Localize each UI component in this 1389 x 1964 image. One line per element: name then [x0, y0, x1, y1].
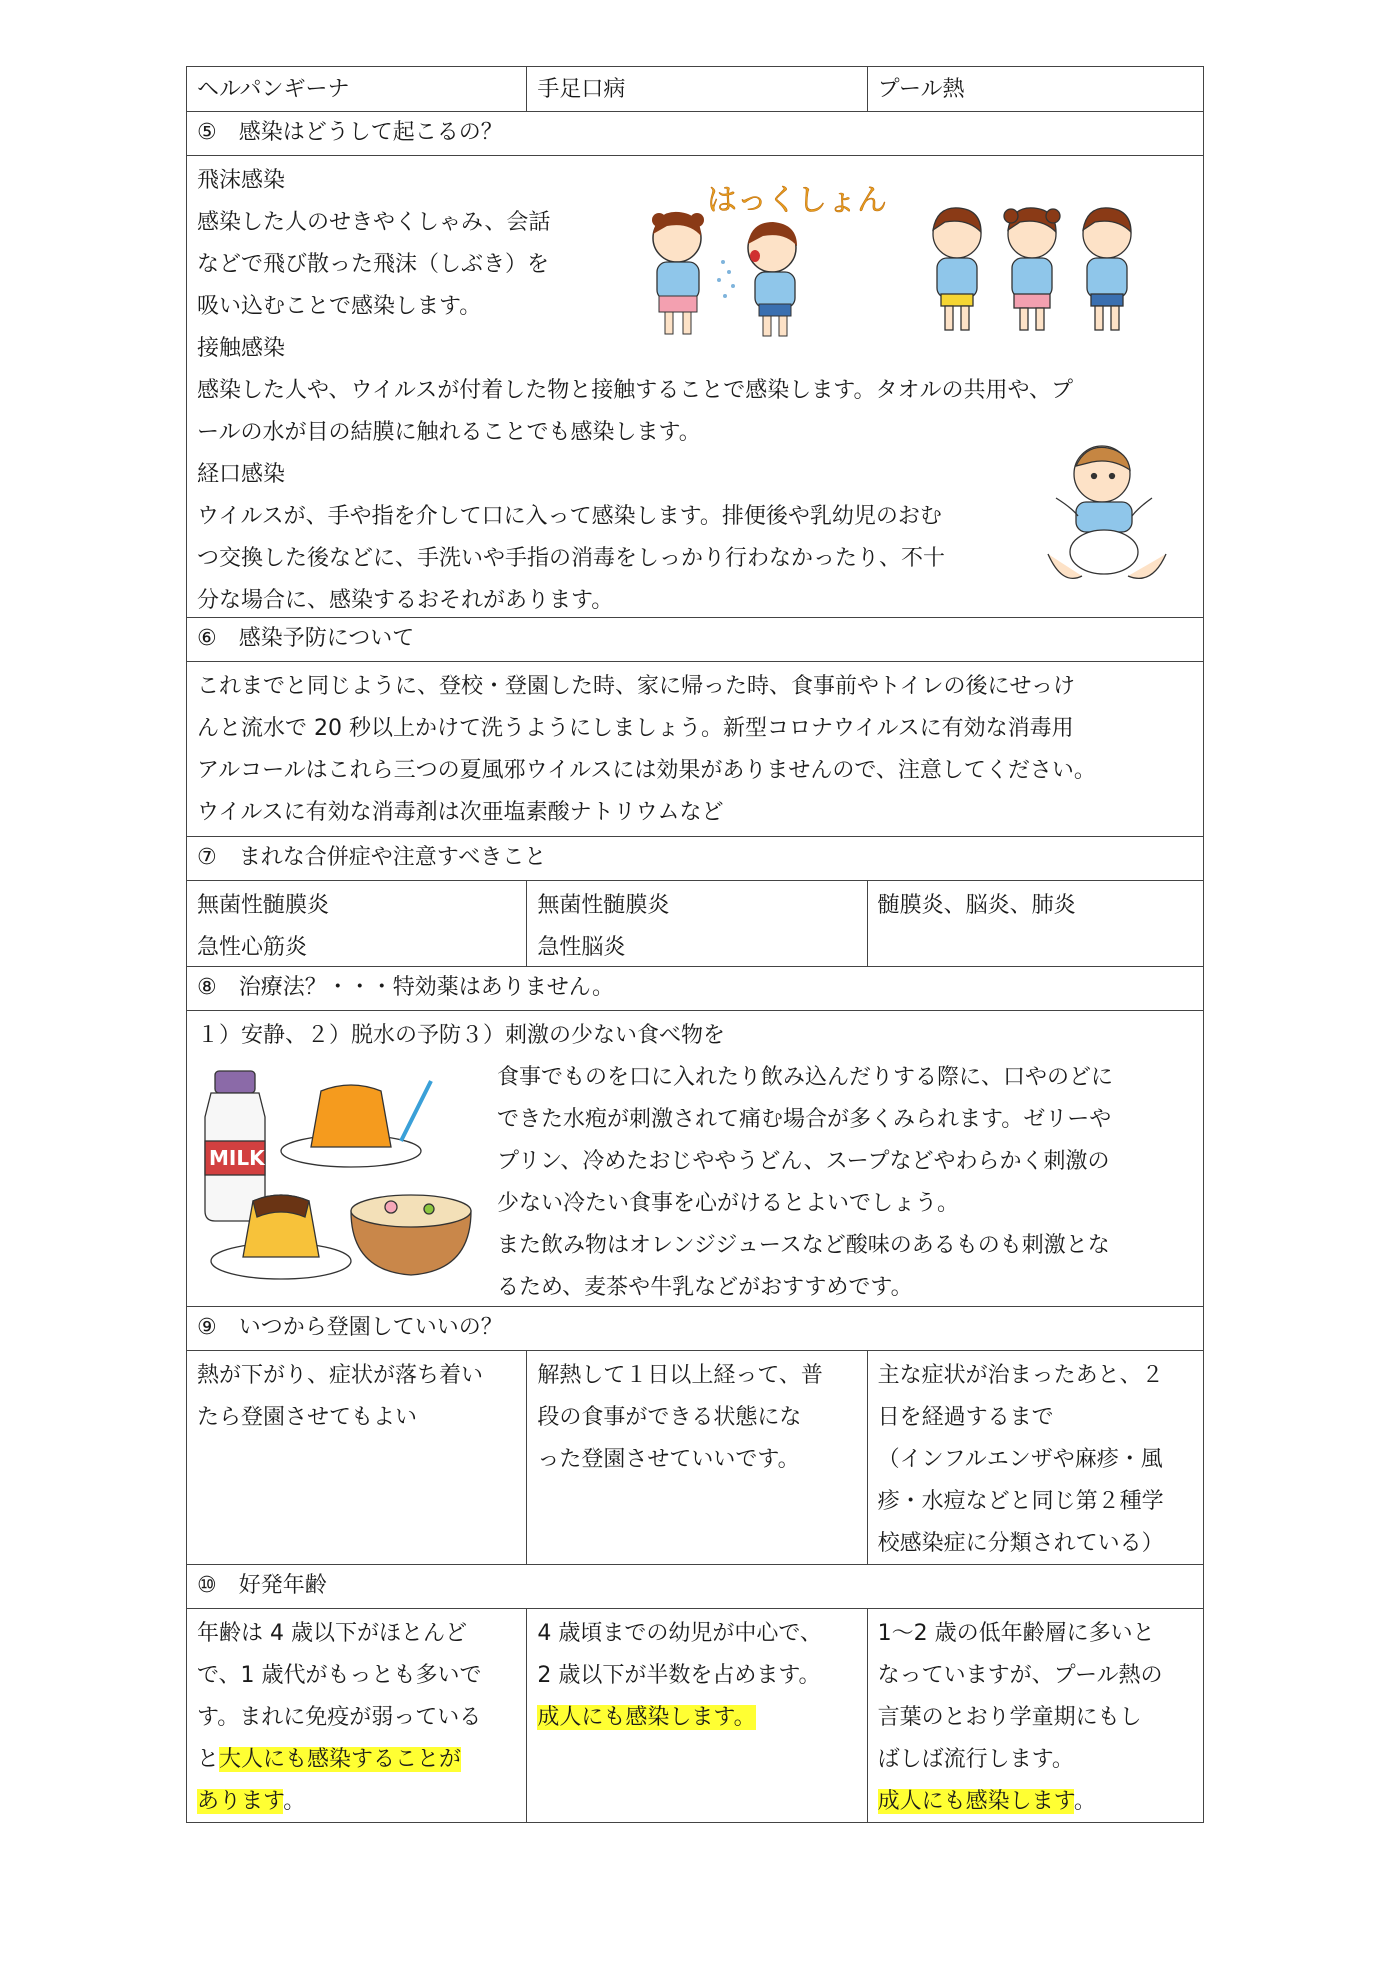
treatment-line: できた水疱が刺激されて痛む場合が多くみられます。ゼリーや	[497, 1107, 1112, 1132]
complication-item: 髄膜炎、脳炎、肺炎	[877, 893, 1076, 918]
prevention-line-3: アルコールはこれら三つの夏風邪ウイルスには効果がありませんので、注意してください。	[197, 758, 1096, 783]
section-7-title-row	[187, 836, 1203, 880]
milk-label: MILK	[209, 1146, 265, 1170]
return-line: 熱が下がり、症状が落ち着い	[197, 1363, 484, 1388]
oral-line-2: つ交換した後などに、手洗いや手指の消毒をしっかり行わなかったり、不十	[197, 546, 946, 571]
section-10-body	[187, 1608, 1203, 1822]
section-7-title: ⑦ まれな合併症や注意すべきこと	[197, 845, 547, 870]
age-line: で、1 歳代がもっとも多いで	[197, 1663, 482, 1688]
treatment-line: 少ない冷たい食事を心がけるとよいでしょう。	[497, 1191, 960, 1216]
oral-heading: 経口感染	[197, 462, 286, 487]
section-8-title-row	[187, 966, 1203, 1010]
age-line: す。まれに免疫が弱っている	[197, 1705, 482, 1730]
disease-pool-fever: プール熱	[877, 77, 965, 102]
complication-item: 無菌性髄膜炎	[537, 893, 670, 918]
treatment-line: 食事でものを口に入れたり飲み込んだりする際に、口やのどに	[497, 1065, 1114, 1090]
complication-item: 急性心筋炎	[197, 935, 308, 960]
section-5-title-row	[187, 111, 1203, 155]
contact-line-2: ールの水が目の結膜に触れることでも感染します。	[197, 420, 701, 445]
oral-line-1: ウイルスが、手や指を介して口に入って感染します。排便後や乳幼児のおむ	[197, 504, 942, 529]
return-herpangina	[187, 1351, 527, 1564]
sneeze-text: はっくしょん	[707, 183, 887, 218]
age-line: と大人にも感染することが	[197, 1747, 462, 1772]
disease-header-row	[187, 67, 1203, 111]
return-line: 校感染症に分類されている）	[877, 1531, 1164, 1556]
return-line: たら登園させてもよい	[197, 1405, 418, 1430]
section-7-body	[187, 880, 1203, 966]
droplet-line-2: などで飛び散った飛沫（しぶき）を	[197, 252, 550, 277]
return-line: 主な症状が治まったあと、２	[877, 1363, 1164, 1388]
return-line: 解熱して１日以上経って、普	[537, 1363, 823, 1388]
oral-line-3: 分な場合に、感染するおそれがあります。	[197, 588, 614, 613]
treatment-line: また飲み物はオレンジジュースなど酸味のあるものも刺激とな	[497, 1233, 1110, 1258]
prevention-line-4: ウイルスに有効な消毒剤は次亜塩素酸ナトリウムなど	[197, 800, 724, 825]
section-5-body	[187, 155, 1203, 617]
age-line: なっていますが、プール熱の	[877, 1663, 1163, 1688]
section-9-title-row	[187, 1306, 1203, 1350]
disease-hfmd: 手足口病	[527, 67, 867, 111]
section-10-title-row	[187, 1564, 1203, 1608]
soft-food-illustration	[201, 1061, 481, 1291]
section-8-body	[187, 1010, 1203, 1306]
age-line: 言葉のとおり学童期にもし	[877, 1705, 1142, 1730]
treatment-line: プリン、冷めたおじややうどん、スープなどやわらかく刺激の	[497, 1149, 1110, 1174]
sneezing-children-illustration	[627, 176, 887, 346]
complication-item: 急性脳炎	[537, 935, 626, 960]
droplet-line-3: 吸い込むことで感染します。	[197, 294, 482, 319]
age-line: 2 歳以下が半数を占めます。	[537, 1663, 821, 1688]
age-line: あります。	[197, 1789, 306, 1814]
section-6-title-row	[187, 617, 1203, 661]
return-line: 段の食事ができる状態にな	[537, 1405, 802, 1430]
complications-pool-fever	[868, 881, 1203, 966]
droplet-line-1: 感染した人のせきやくしゃみ、会話	[197, 210, 551, 235]
section-8-title: ⑧ 治療法？・・・特効薬はありません。	[197, 975, 615, 1000]
age-line: 成人にも感染します。	[877, 1789, 1096, 1814]
highlight: 成人にも感染します	[877, 1789, 1074, 1814]
complications-hfmd	[527, 881, 867, 966]
treatment-subtitle: １）安静、２）脱水の予防３）刺激の少ない食べ物を	[197, 1023, 726, 1048]
section-6-title: ⑥ 感染予防について	[197, 626, 415, 651]
highlight: 大人にも感染することが	[219, 1747, 462, 1772]
section-6-body	[187, 661, 1203, 836]
age-line: ばしば流行します。	[877, 1747, 1074, 1772]
return-line: った登園させていいです。	[537, 1447, 800, 1472]
age-herpangina	[187, 1609, 527, 1822]
prevention-line-1: これまでと同じように、登校・登園した時、家に帰った時、食事前やトイレの後にせっけ	[197, 674, 1076, 699]
age-line: 1～2 歳の低年齢層に多いと	[877, 1621, 1155, 1646]
prevention-line-2: んと流水で 20 秒以上かけて洗うようにしましょう。新型コロナウイルスに有効な消毒用	[197, 716, 1074, 741]
return-pool-fever	[868, 1351, 1203, 1564]
return-line: 疹・水痘などと同じ第２種学	[877, 1489, 1164, 1514]
return-line: 日を経過するまで	[877, 1405, 1054, 1430]
document-table	[186, 66, 1204, 1823]
contact-heading: 接触感染	[197, 336, 286, 361]
treatment-text	[497, 1057, 1193, 1309]
highlight: 成人にも感染します。	[537, 1705, 756, 1730]
section-10-title: ⑩ 好発年齢	[197, 1573, 327, 1598]
age-line	[537, 1697, 856, 1739]
section-5-title: ⑤ 感染はどうして起こるの？	[197, 120, 503, 145]
contact-line-1: 感染した人や、ウイルスが付着した物と接触することで感染します。タオルの共用や、プ	[197, 378, 1074, 403]
complications-herpangina	[187, 881, 527, 966]
section-9-body	[187, 1350, 1203, 1564]
age-line: 4 歳頃までの幼児が中心で、	[537, 1621, 822, 1646]
coughing-children-illustration	[907, 186, 1157, 346]
disease-herpangina: ヘルパンギーナ	[187, 67, 527, 111]
treatment-line: るため、麦茶や牛乳などがおすすめです。	[497, 1275, 913, 1300]
baby-diaper-illustration	[1042, 436, 1182, 596]
return-hfmd	[527, 1351, 867, 1564]
complication-item: 無菌性髄膜炎	[197, 893, 330, 918]
return-line: （インフルエンザや麻疹・風	[877, 1447, 1163, 1472]
age-hfmd	[527, 1609, 867, 1822]
droplet-heading: 飛沫感染	[197, 168, 286, 193]
age-line: 年齢は 4 歳以下がほとんど	[197, 1621, 467, 1646]
highlight: あります	[197, 1789, 284, 1814]
section-9-title: ⑨ いつから登園していいの？	[197, 1315, 503, 1340]
age-pool-fever	[868, 1609, 1203, 1822]
